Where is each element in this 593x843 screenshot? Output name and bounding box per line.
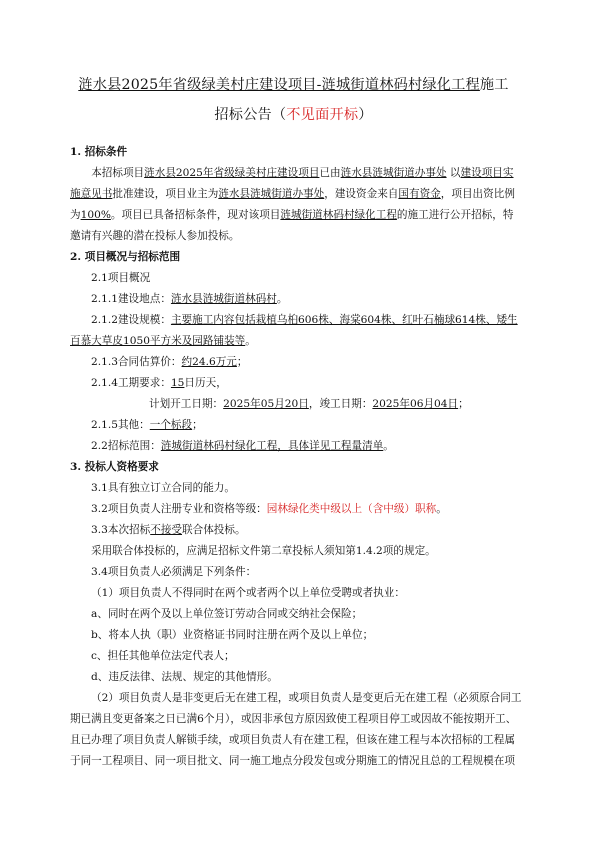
item-3-4-1-a: a、同时在两个及以上单位签订劳动合同或交纳社会保险； [91, 608, 363, 620]
section-2-heading: 2. 项目概况与招标范围 [70, 251, 181, 263]
section-3-heading: 3. 投标人资格要求 [70, 461, 159, 473]
section-1-paragraph: 本招标项目涟水县2025年省级绿美村庄建设项目已由涟水县涟城街道办事处 以建设项目实施意见书批准建设，项目业主为涟水县涟城街道办事处，建设资金来自国有资金，项目出资比例为100%。项目已具备招标条件，现对该项目涟城街道林码村绿化工程的施工进行公开招标，特邀请有兴趣的潜在投标人参加投标。 [70, 167, 515, 242]
item-3-4: 3.4项目负责人必须满足下列条件： [91, 566, 257, 578]
item-3-3-note: 采用联合体投标的，应满足招标文件第二章投标人须知第1.4.2项的规定。 [91, 545, 436, 557]
document-title [64, 70, 523, 130]
title-line2-suffix: ） [358, 107, 373, 123]
item-2-1-1: 2.1.1建设地点：涟水县涟城街道林码村。 [91, 293, 288, 305]
item-2-1-3: 2.1.3合同估算价：约24.6万元； [91, 356, 248, 368]
item-3-4-1: （1）项目负责人不得同时在两个或者两个以上单位受聘或者执业： [91, 587, 405, 599]
item-3-3: 3.3本次招标不接受联合体投标。 [91, 524, 246, 536]
item-3-4-1-b: b、将本人执（职）业资格证书同时注册在两个及以上单位； [91, 629, 374, 641]
item-3-4-2: （2）项目负责人是非变更后无在建工程，或项目负责人是变更后无在建工程（必须原合同工期已满且变更备案之日已满6个月），或因非承包方原因致使工程项目停工或因故不能按期开工、且已办理了项目负责人解锁手续，或项目负责人有在建工程，但该在建工程与本次招标的工程属于同一工程项目、同一项目批文、同一施工地点分段发包或分期施工的情况且总的工程规模在项 [70, 692, 522, 767]
title-red-note: 不见面开标 [286, 107, 359, 123]
title-line2-prefix: 招标公告（ [214, 107, 287, 123]
item-2-1-5: 2.1.5其他：一个标段； [91, 419, 203, 431]
title-line-1 [64, 70, 523, 100]
item-3-4-1-d: d、违反法律、法规、规定的其他情形。 [91, 671, 278, 683]
item-3-4-1-c: c、担任其他单位法定代表人； [91, 650, 235, 662]
item-3-1: 3.1具有独立订立合同的能力。 [91, 482, 235, 494]
title-line-2 [64, 100, 523, 130]
item-2-1: 2.1项目概况 [91, 272, 151, 284]
section-1-heading: 1. 招标条件 [70, 146, 128, 158]
title-project-name: 涟水县2025年省级绿美村庄建设项目-涟城街道林码村绿化工程 [78, 77, 480, 93]
item-2-2: 2.2招标范围：涟城街道林码村绿化工程，具体详见工程量清单。 [91, 440, 394, 452]
item-2-1-4: 2.1.4工期要求：15日历天， [91, 377, 227, 389]
item-3-2: 3.2项目负责人注册专业和资格等级：园林绿化类中级以上（含中级）职称。 [91, 503, 447, 515]
item-2-1-2: 2.1.2建设规模：主要施工内容包括栽植乌桕606株、海棠604株、红叶石楠球614株、矮生百慕大草皮1050平方米及园路铺装等。 [70, 314, 518, 347]
item-2-1-4-dates: 计划开工日期：2025年05月20日，竣工日期：2025年06月04日； [149, 398, 469, 410]
title-line1-suffix: 施工 [479, 77, 509, 93]
